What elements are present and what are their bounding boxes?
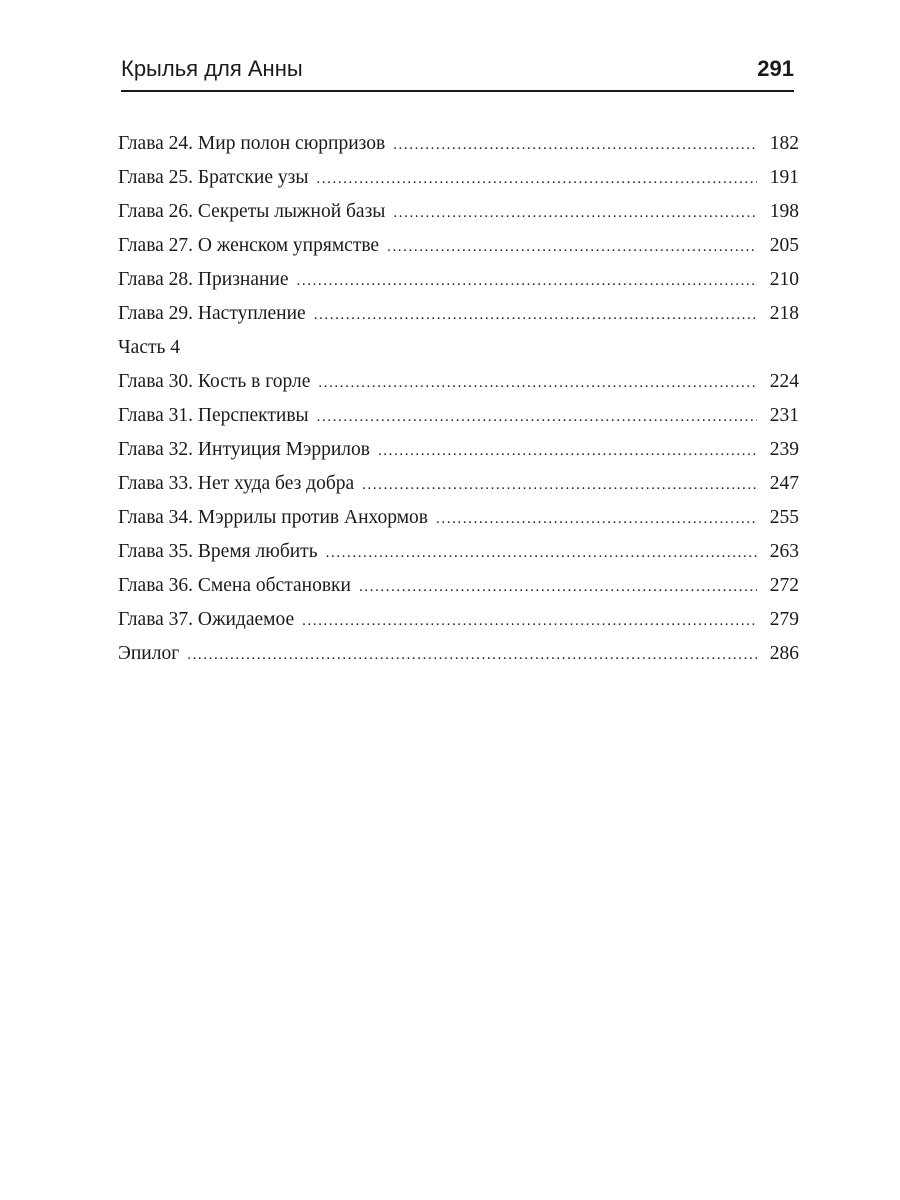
toc-entry-page: 210 <box>769 269 799 290</box>
toc-entry-page: 272 <box>769 575 799 596</box>
toc-entry-title: Глава 33. Нет худа без добра <box>118 473 355 494</box>
toc-entry <box>118 603 799 637</box>
toc-entry <box>118 433 799 467</box>
dot-leader <box>318 366 757 400</box>
toc-entry <box>118 161 799 195</box>
dot-leader <box>187 638 757 672</box>
dot-leader <box>317 400 757 434</box>
toc-entry-page: 224 <box>769 371 799 392</box>
toc-entry-page: 191 <box>769 167 799 188</box>
toc-entry-page: 239 <box>769 439 799 460</box>
toc-entry-page: 231 <box>769 405 799 426</box>
toc-entry-title: Глава 27. О женском упрямстве <box>118 235 380 256</box>
toc-entry <box>118 127 799 161</box>
page-number: 291 <box>757 56 794 81</box>
toc-entry-page: 279 <box>769 609 799 630</box>
toc-entry <box>118 195 799 229</box>
toc-entry-title: Глава 32. Интуиция Мэррилов <box>118 439 370 460</box>
dot-leader <box>326 536 757 570</box>
toc-entry <box>118 501 799 535</box>
toc-entry-title: Глава 37. Ожидаемое <box>118 609 295 630</box>
toc-entry <box>118 467 799 501</box>
toc-entry <box>118 399 799 433</box>
toc-entry-page: 286 <box>769 643 799 664</box>
toc-entry <box>118 229 799 263</box>
toc-entry-title: Глава 34. Мэррилы против Анхормов <box>118 507 429 528</box>
toc-entry-page: 218 <box>769 303 799 324</box>
toc-entry <box>118 365 799 399</box>
toc-entry-title: Глава 24. Мир полон сюрпризов <box>118 133 386 154</box>
dot-leader <box>436 502 757 536</box>
toc-entry-title: Глава 35. Время любить <box>118 541 318 562</box>
toc-entry-page: 205 <box>769 235 799 256</box>
dot-leader <box>387 230 757 264</box>
part-heading: Часть 4 <box>118 337 181 358</box>
dot-leader <box>314 298 757 332</box>
dot-leader <box>302 604 757 638</box>
dot-leader <box>316 162 757 196</box>
table-of-contents <box>118 127 799 671</box>
toc-entry <box>118 535 799 569</box>
toc-entry-title: Глава 31. Перспективы <box>118 405 309 426</box>
book-title: Крылья для Анны <box>121 56 303 81</box>
toc-entry-title: Глава 30. Кость в горле <box>118 371 311 392</box>
toc-entry-title: Глава 26. Секреты лыжной базы <box>118 201 386 222</box>
toc-entry-page: 198 <box>769 201 799 222</box>
dot-leader <box>393 128 757 162</box>
toc-entry-page: 182 <box>769 133 799 154</box>
dot-leader <box>362 468 757 502</box>
toc-entry-page: 255 <box>769 507 799 528</box>
toc-entry-page: 263 <box>769 541 799 562</box>
toc-entry <box>118 263 799 297</box>
toc-entry-title: Эпилог <box>118 643 180 664</box>
running-header <box>121 54 794 92</box>
toc-entry <box>118 569 799 603</box>
toc-entry-title: Глава 28. Признание <box>118 269 289 290</box>
toc-entry-title: Глава 25. Братские узы <box>118 167 309 188</box>
dot-leader <box>297 264 757 298</box>
toc-entry-title: Глава 36. Смена обстановки <box>118 575 351 596</box>
dot-leader <box>359 570 757 604</box>
toc-entry <box>118 297 799 331</box>
toc-entry-title: Глава 29. Наступление <box>118 303 306 324</box>
dot-leader <box>393 196 757 230</box>
toc-entry-page: 247 <box>769 473 799 494</box>
toc-entry <box>118 637 799 671</box>
dot-leader <box>378 434 757 468</box>
